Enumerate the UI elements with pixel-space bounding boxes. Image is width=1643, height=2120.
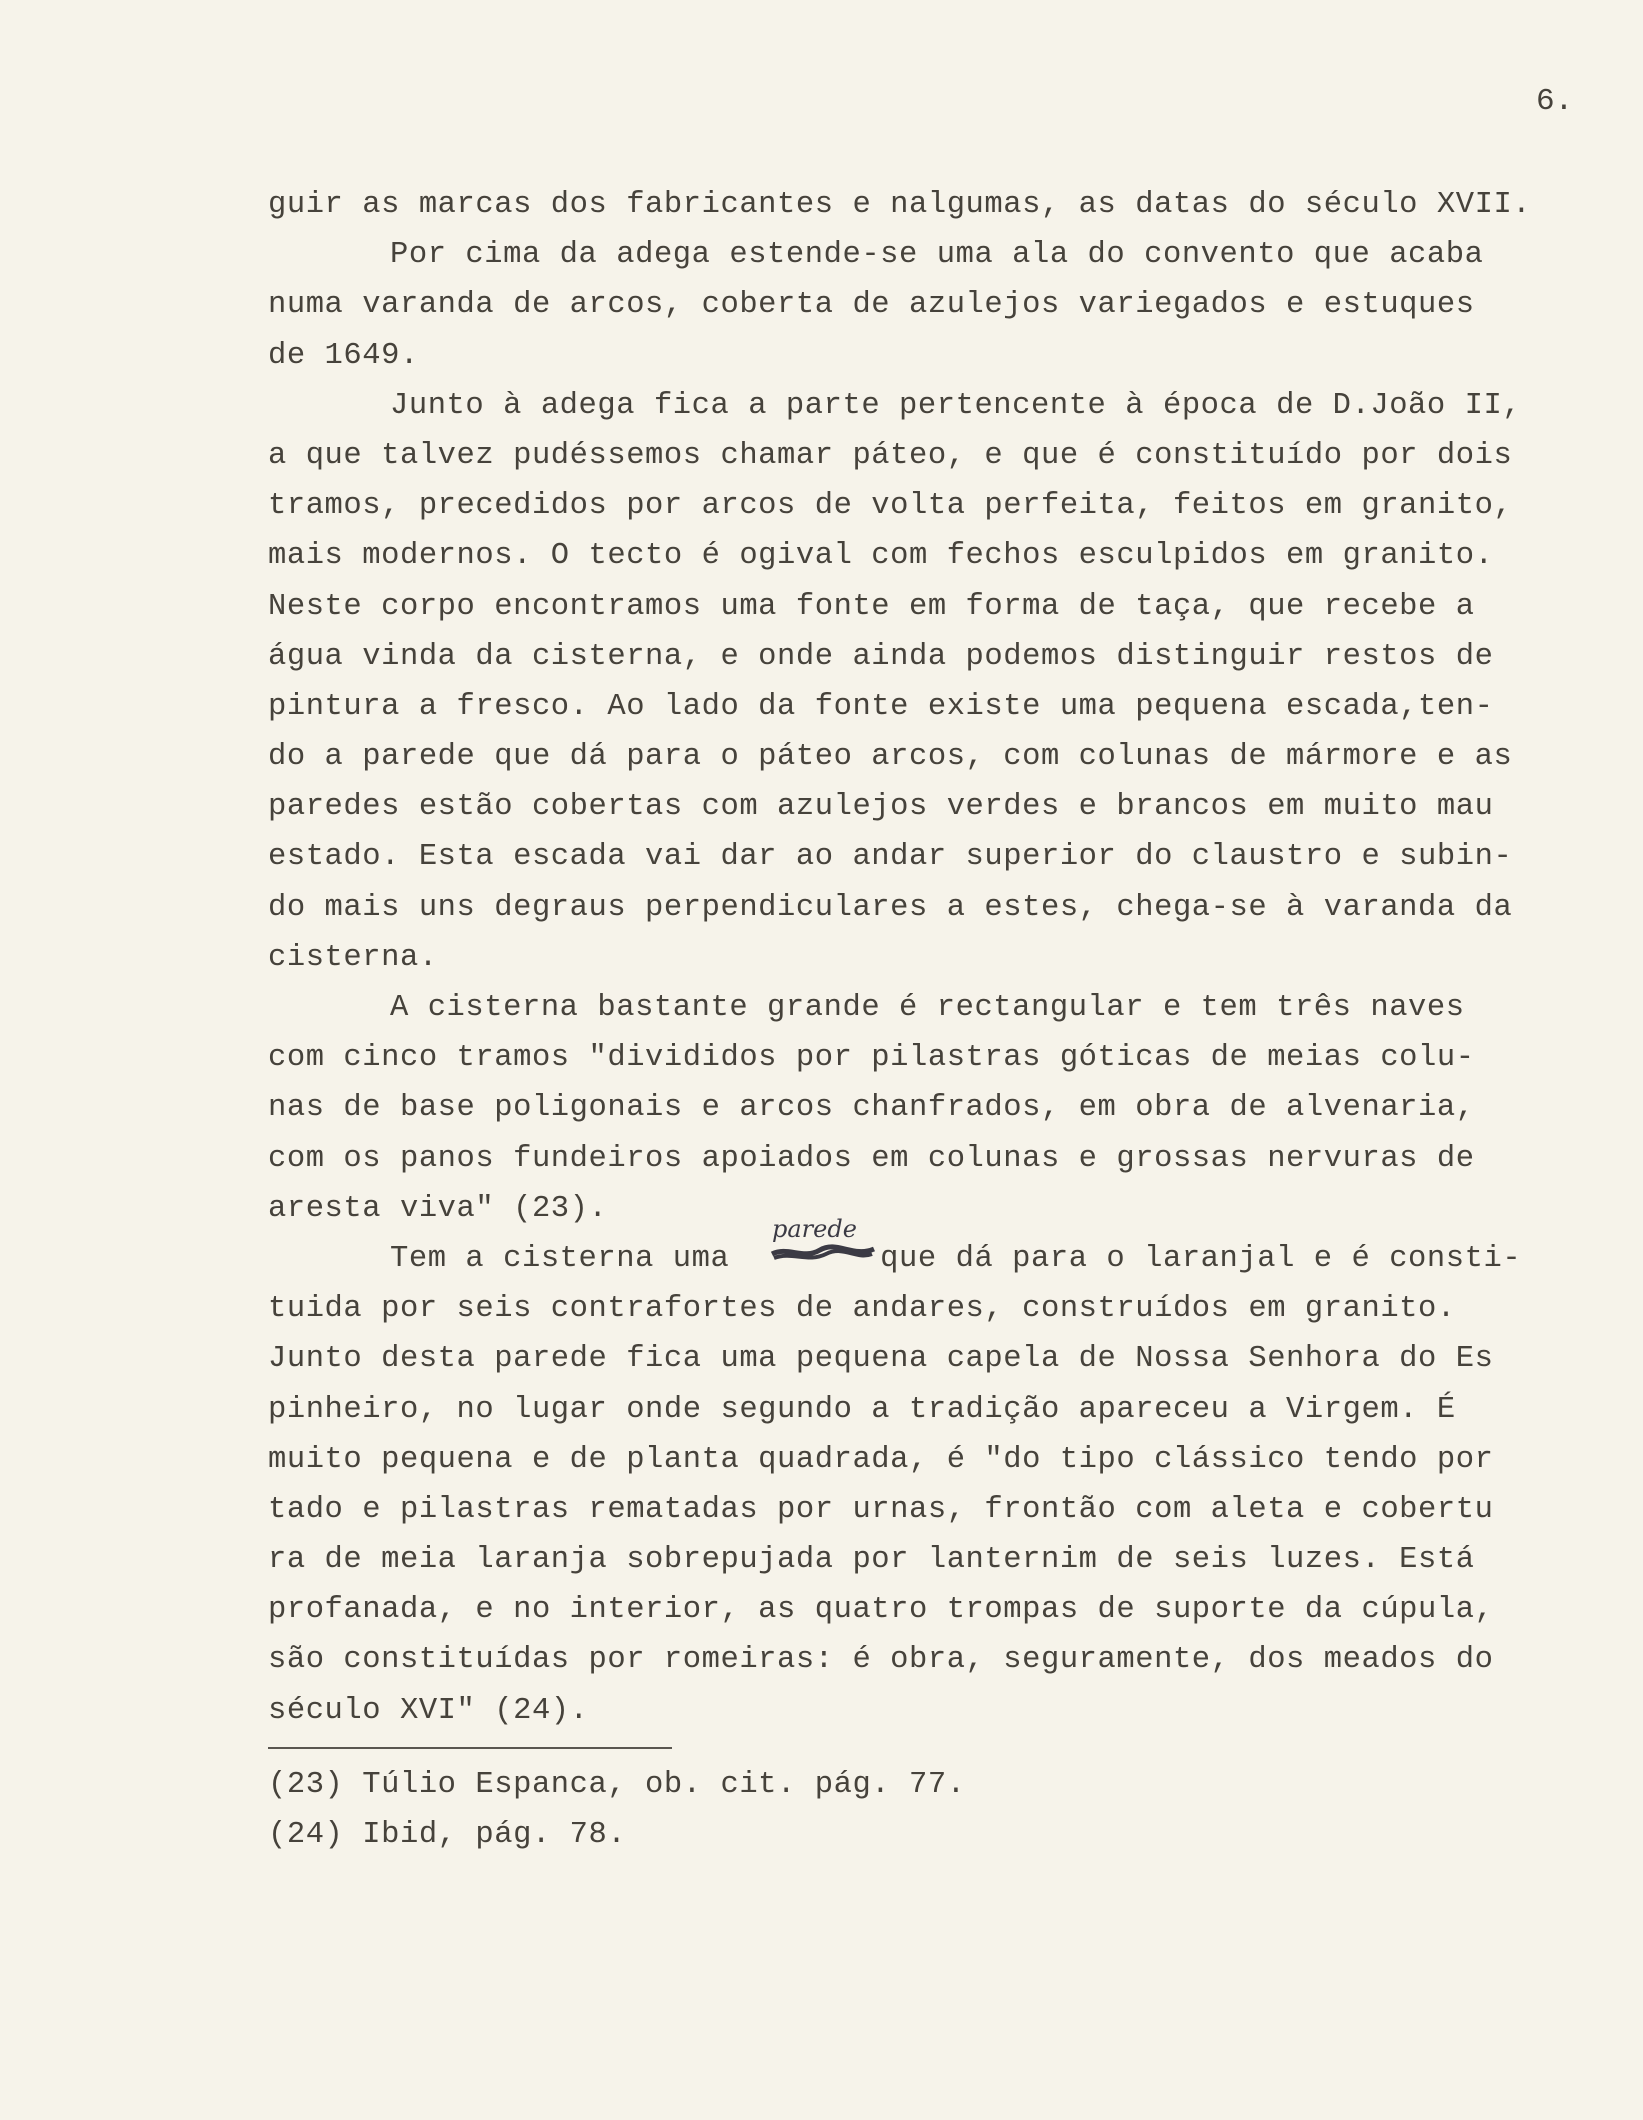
text-line: tramos, precedidos por arcos de volta perfeita, feitos em granito, bbox=[268, 489, 1513, 524]
page-number: 6. bbox=[1536, 84, 1574, 119]
text-line: de 1649. bbox=[268, 338, 419, 373]
footnote: (24) Ibid, pág. 78. bbox=[268, 1818, 627, 1852]
strikethrough-mark bbox=[768, 1240, 878, 1266]
text-line: aresta viva" (23). bbox=[268, 1191, 608, 1226]
text-line: ra de meia laranja sobrepujada por lanternim de seis luzes. Está bbox=[268, 1543, 1475, 1578]
text-line: tado e pilastras rematadas por urnas, frontão com aleta e cobertu bbox=[268, 1492, 1494, 1527]
text-line: com os panos fundeiros apoiados em colunas e grossas nervuras de bbox=[268, 1141, 1475, 1176]
text-line: Junto à adega fica a parte pertencente à época de D.João II, bbox=[390, 388, 1522, 423]
text-line: mais modernos. O tecto é ogival com fechos esculpidos em granito. bbox=[268, 539, 1494, 574]
text-line: muito pequena e de planta quadrada, é "do tipo clássico tendo por bbox=[268, 1442, 1494, 1477]
text-line: pintura a fresco. Ao lado da fonte existe uma pequena escada,ten- bbox=[268, 689, 1494, 724]
text-line: A cisterna bastante grande é rectangular e tem três naves bbox=[390, 991, 1465, 1025]
text-line: com cinco tramos "divididos por pilastras góticas de meias colu- bbox=[268, 1041, 1475, 1076]
footnote-divider bbox=[268, 1747, 672, 1749]
text-line: guir as marcas dos fabricantes e nalgumas, as datas do século XVII. bbox=[268, 188, 1532, 222]
paragraph bbox=[268, 230, 1643, 381]
text-line: pinheiro, no lugar onde segundo a tradição apareceu a Virgem. É bbox=[268, 1392, 1456, 1427]
text-line: a que talvez pudéssemos chamar páteo, e que é constituído por dois bbox=[268, 438, 1513, 473]
text-line: estado. Esta escada vai dar ao andar superior do claustro e subin- bbox=[268, 840, 1513, 875]
text-line: água vinda da cisterna, e onde ainda podemos distinguir restos de bbox=[268, 639, 1494, 674]
paragraph bbox=[268, 381, 1643, 983]
text-line: paredes estão cobertas com azulejos verdes e brancos em muito mau bbox=[268, 790, 1494, 825]
text-line: Por cima da adega estende-se uma ala do convento que acaba bbox=[390, 238, 1484, 273]
text-line: século XVI" (24). bbox=[268, 1693, 589, 1728]
text-line: cisterna. bbox=[268, 940, 438, 975]
text-line: são constituídas por romeiras: é obra, seguramente, dos meados do bbox=[268, 1643, 1494, 1678]
text-line: numa varanda de arcos, coberta de azulejos variegados e estuques bbox=[268, 288, 1475, 323]
footnote: (23) Túlio Espanca, ob. cit. pág. 77. bbox=[268, 1768, 966, 1802]
text-line: Neste corpo encontramos uma fonte em forma de taça, que recebe a bbox=[268, 589, 1475, 624]
text-line: profanada, e no interior, as quatro trompas de suporte da cúpula, bbox=[268, 1593, 1494, 1628]
paragraph bbox=[268, 983, 1643, 1234]
text-line: Junto desta parede fica uma pequena capela de Nossa Senhora do Es bbox=[268, 1342, 1494, 1377]
text-line: nas de base poligonais e arcos chanfrados, em obra de alvenaria, bbox=[268, 1091, 1475, 1126]
text-line: tuida por seis contrafortes de andares, construídos em granito. bbox=[268, 1292, 1456, 1327]
body-text bbox=[268, 180, 1643, 1736]
paragraph bbox=[268, 180, 1643, 230]
text-line: do a parede que dá para o páteo arcos, com colunas de mármore e as bbox=[268, 740, 1513, 775]
footnotes bbox=[268, 1760, 966, 1860]
text-line: do mais uns degraus perpendiculares a estes, chega-se à varanda da bbox=[268, 890, 1513, 925]
paragraph bbox=[268, 1234, 1643, 1736]
handwritten-correction: parede bbox=[772, 1215, 857, 1243]
text-line: Tem a cisterna uma que dá para o laranjal e é consti- bbox=[390, 1241, 1522, 1276]
